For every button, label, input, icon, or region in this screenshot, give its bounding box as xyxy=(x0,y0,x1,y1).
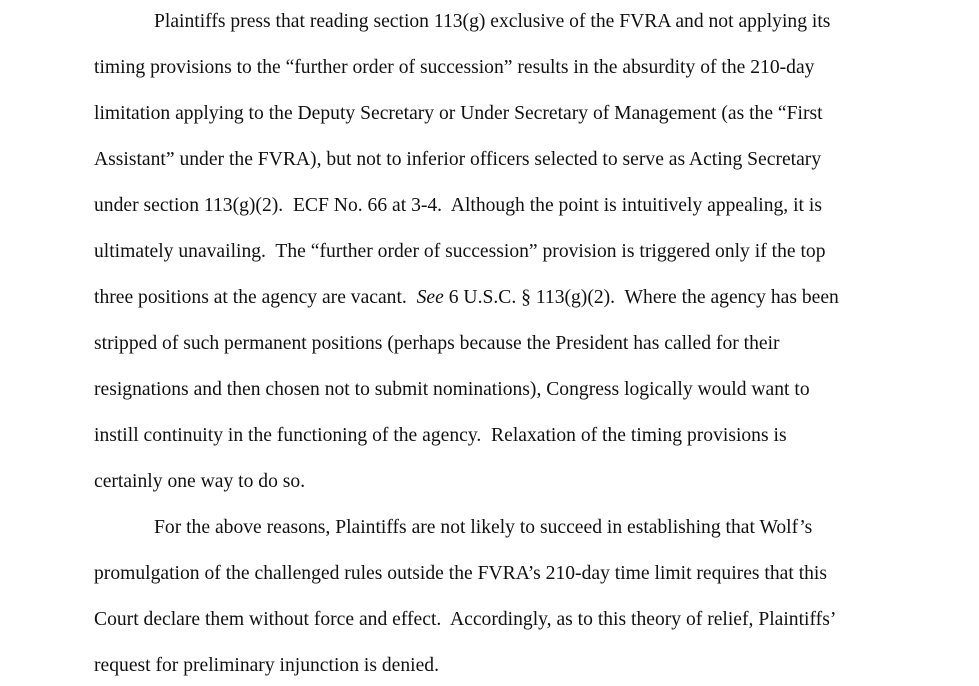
text-line: resignations and then chosen not to submit nominations), Congress logically would want to xyxy=(94,379,810,400)
text-line: request for preliminary injunction is denied. xyxy=(94,655,439,676)
text-line: promulgation of the challenged rules outside the FVRA’s 210-day time limit requires that this xyxy=(94,563,828,584)
text-line: certainly one way to do so. xyxy=(94,471,306,492)
text-line: instill continuity in the functioning of the agency. Relaxation of the timing provisions is xyxy=(94,425,787,446)
text-line: under section 113(g)(2). ECF No. 66 at 3-4. Although the point is intuitively appealing, it is xyxy=(94,195,822,216)
text-line: ultimately unavailing. The “further order of succession” provision is triggered only if the top xyxy=(94,241,826,262)
text-line: Court declare them without force and effect. Accordingly, as to this theory of relief, Plaintiffs’ xyxy=(94,609,837,630)
text-line: Assistant” under the FVRA), but not to inferior officers selected to serve as Acting Secretary xyxy=(94,149,822,170)
text-line: Plaintiffs press that reading section 113(g) exclusive of the FVRA and not applying its xyxy=(154,11,831,32)
text-line: timing provisions to the “further order of succession” results in the absurdity of the 210-day xyxy=(94,57,815,78)
text-line: For the above reasons, Plaintiffs are not likely to succeed in establishing that Wolf’s xyxy=(154,517,813,538)
text-line: limitation applying to the Deputy Secretary or Under Secretary of Management (as the “First xyxy=(94,103,823,124)
text-line: three positions at the agency are vacant. See 6 U.S.C. § 113(g)(2). Where the agency has been xyxy=(94,287,839,308)
citation-signal: See xyxy=(416,287,444,308)
text-line: stripped of such permanent positions (perhaps because the President has called for their xyxy=(94,333,780,354)
